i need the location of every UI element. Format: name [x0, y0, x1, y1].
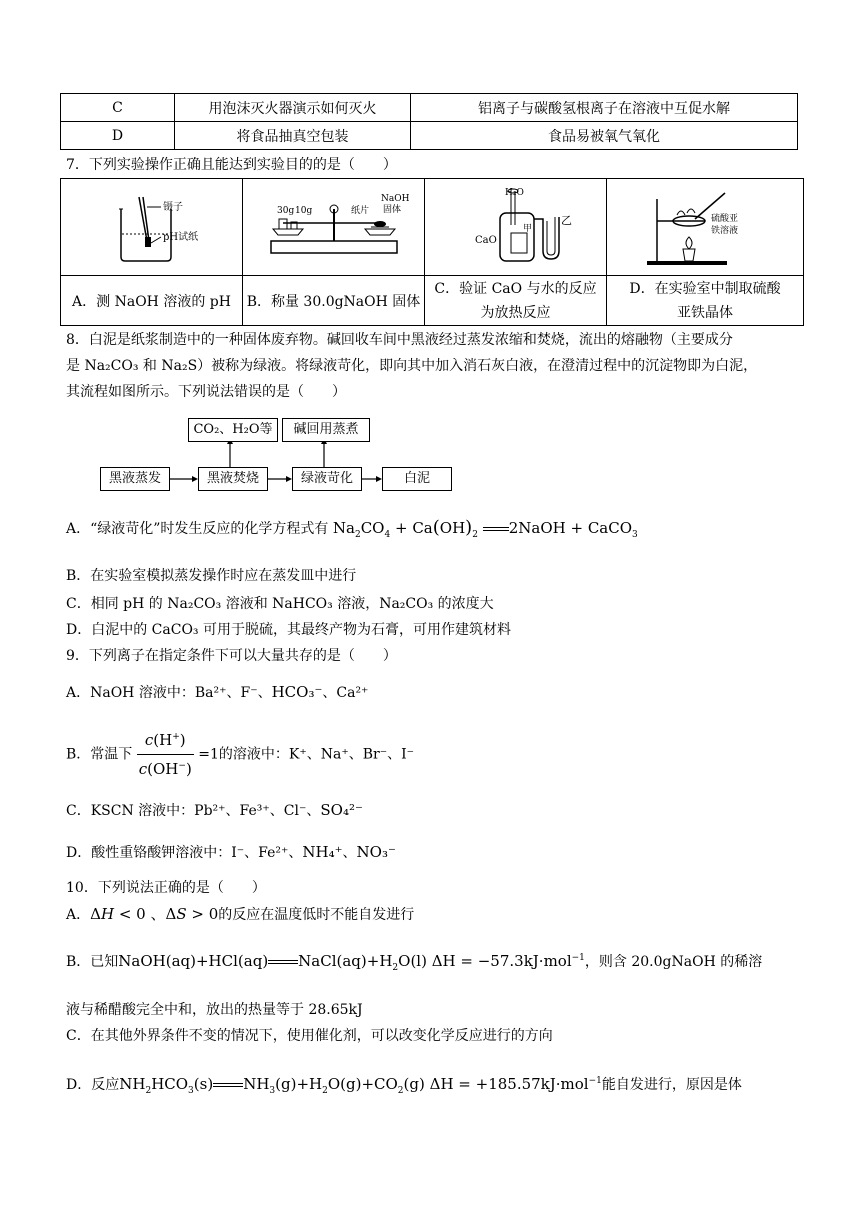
- q10-option-a: [66, 904, 414, 925]
- q9-option-b: [66, 726, 414, 783]
- flow-box-green-liquor: 绿液苛化: [292, 467, 362, 491]
- q9-option-a-text: A．NaOH 溶液中：Ba²⁺、F⁻、: [66, 685, 272, 701]
- q9-option-d-ion2: NO₃⁻: [356, 843, 396, 861]
- q9-option-b-suffix: =1的溶液中：K⁺、Na⁺、Br⁻、I⁻: [198, 746, 415, 763]
- q7-option-c-line1: C．验证 CaO 与水的反应: [434, 280, 597, 297]
- label-h2o: H₂O: [505, 188, 524, 198]
- q8-option-d: D．白泥中的 CaCO₃ 可用于脱硫，其最终产物为石膏，可用作建筑材料: [66, 622, 511, 638]
- table-cell: C: [61, 94, 175, 122]
- q9-option-d: [66, 842, 396, 863]
- evaporation-figure: [607, 179, 803, 271]
- label-30g: 30g: [277, 206, 295, 216]
- q10-option-c: C．在其他外界条件不变的情况下，使用催化剂，可以改变化学反应进行的方向: [66, 1028, 553, 1044]
- table-row: [61, 122, 798, 150]
- q9-option-a-end: 、Ca²⁺: [322, 685, 369, 701]
- q9-option-d-text: D．酸性重铬酸钾溶液中：I⁻、Fe²⁺、: [66, 845, 303, 861]
- q9-option-c: [66, 800, 363, 821]
- q9-option-d-ion1: NH₄⁺: [302, 843, 343, 861]
- table-cell: D: [61, 122, 175, 150]
- label-jia: 甲: [523, 224, 533, 234]
- q10-option-d-suffix: 能自发进行，原因是体: [601, 1077, 742, 1093]
- flow-box-black-liquor-burn: 黑液焚烧: [198, 467, 268, 491]
- question-9-stem: 9．下列离子在指定条件下可以大量共存的是（ ）: [66, 648, 397, 664]
- balance-figure: [243, 179, 424, 271]
- beaker-tweezers-figure: [61, 179, 242, 271]
- q9-option-c-ion: SO₄²⁻: [320, 801, 363, 819]
- option-a-cell: [61, 276, 243, 326]
- q10-option-b: [66, 951, 762, 972]
- figure-c-cell: [425, 179, 607, 276]
- option-b-cell: [243, 276, 425, 326]
- cao-apparatus-figure: [425, 179, 606, 271]
- q8-option-a-equation: $Na_2CO_4 + Ca(OH)_2$ 2NaOH + CaCO$_3$: [332, 517, 638, 540]
- q8-option-c: C．相同 pH 的 Na₂CO₃ 溶液和 NaHCO₃ 溶液，Na₂CO₃ 的浓度大: [66, 596, 494, 612]
- label-feso4-2: 铁溶液: [711, 226, 739, 236]
- q8-option-a-text: A．“绿液苛化”时发生反应的化学方程式有: [66, 521, 329, 537]
- q9-option-d-sep: 、: [342, 845, 357, 861]
- q10-option-b-equation: NaOH(aq)+HCl(aq) $NaCl(aq)+H_2O(l) \Delta H = -57.3kJ\cdot mol^{-1}$: [118, 952, 585, 973]
- question-8-line3: 其流程如图所示。下列说法错误的是（ ）: [66, 384, 346, 400]
- option-c-cell: [425, 276, 607, 326]
- q7-option-a: A．测 NaOH 溶液的 pH: [72, 293, 231, 310]
- q9-option-b-prefix: B．常温下: [66, 746, 133, 763]
- table-cell: 食品易被氧气氧化: [411, 122, 798, 150]
- label-naoh: NaOH: [381, 194, 410, 204]
- q10-option-d: [66, 1074, 742, 1095]
- q9-option-a: [66, 682, 368, 703]
- q8-option-a: [66, 518, 638, 539]
- q7-option-d-line2: 亚铁晶体: [677, 304, 733, 321]
- q10-option-b-prefix: B．已知: [66, 954, 119, 970]
- question-8-line2: 是 Na₂CO₃ 和 Na₂S）被称为绿液。将绿液苛化，即向其中加入消石灰白液，在澄清过程中的沉淀物即为白泥，: [66, 358, 758, 374]
- q7-option-c-line2: 为放热反应: [480, 304, 551, 321]
- q10-option-b-suffix: ，则含 20.0gNaOH 的稀溶: [584, 954, 763, 970]
- q7-table: [60, 178, 804, 326]
- question-8-line1: 8．白泥是纸浆制造中的一种固体废弃物。碱回收车间中黑液经过蒸发浓缩和焚烧，流出的熔融物（主要成分: [66, 332, 733, 348]
- label-paper: 纸片: [351, 206, 370, 216]
- top-table: [60, 93, 798, 150]
- q9-option-b-fraction: $\frac{c(H^+)}{c(OH^-)}$: [137, 726, 194, 783]
- label-cao: CaO: [475, 235, 497, 246]
- option-d-cell: [607, 276, 804, 326]
- label-10g: 10g: [295, 206, 313, 216]
- flow-box-co2-h2o: CO₂、H₂O等: [188, 418, 278, 442]
- figure-b-cell: [243, 179, 425, 276]
- label-yi: 乙: [561, 214, 572, 227]
- table-cell: 将食品抽真空包装: [175, 122, 411, 150]
- flow-box-black-liquor-evap: 黑液蒸发: [100, 467, 170, 491]
- flow-box-white-mud: 白泥: [382, 467, 452, 491]
- table-cell: 铝离子与碳酸氢根离子在溶液中互促水解: [411, 94, 798, 122]
- table-row: [61, 94, 798, 122]
- label-ph-paper: pH试纸: [163, 232, 199, 243]
- figure-d-cell: [607, 179, 804, 276]
- q8-option-b: B．在实验室模拟蒸发操作时应在蒸发皿中进行: [66, 568, 357, 584]
- q10-option-a-suffix: 的反应在温度低时不能自发进行: [218, 907, 415, 923]
- q7-option-b: B．称量 30.0gNaOH 固体: [246, 293, 421, 310]
- label-tweezers: 镊子: [163, 202, 183, 213]
- question-10-stem: 10．下列说法正确的是（ ）: [66, 880, 266, 896]
- q7-option-d-line1: D．在实验室中制取硫酸: [629, 280, 781, 297]
- q9-option-c-text: C．KSCN 溶液中：Pb²⁺、Fe³⁺、Cl⁻、: [66, 803, 321, 819]
- q9-option-a-ion: HCO₃⁻: [271, 683, 323, 701]
- flow-box-alkali-reuse: 碱回用蒸煮: [282, 418, 370, 442]
- q10-option-d-prefix: D．反应: [66, 1077, 120, 1093]
- q10-option-a-formula: ΔH < 0 、ΔS > 0: [90, 905, 219, 923]
- figure-a-cell: [61, 179, 243, 276]
- label-solid: 固体: [383, 205, 402, 215]
- q10-option-d-equation: $NH_2HCO_3(s)$ $NH_3(g)+H_2O(g)+CO_2(g) \Delta H = +185.57kJ\cdot mol^{-1}$: [119, 1075, 602, 1096]
- q10-option-a-prefix: A．: [66, 907, 91, 923]
- label-feso4-1: 硫酸亚: [711, 214, 739, 224]
- table-cell: 用泡沫灭火器演示如何灭火: [175, 94, 411, 122]
- q10-option-b-line2: 液与稀醋酸完全中和，放出的热量等于 28.65kJ: [66, 1002, 363, 1018]
- question-7-stem: 7．下列实验操作正确且能达到实验目的的是（ ）: [66, 157, 397, 173]
